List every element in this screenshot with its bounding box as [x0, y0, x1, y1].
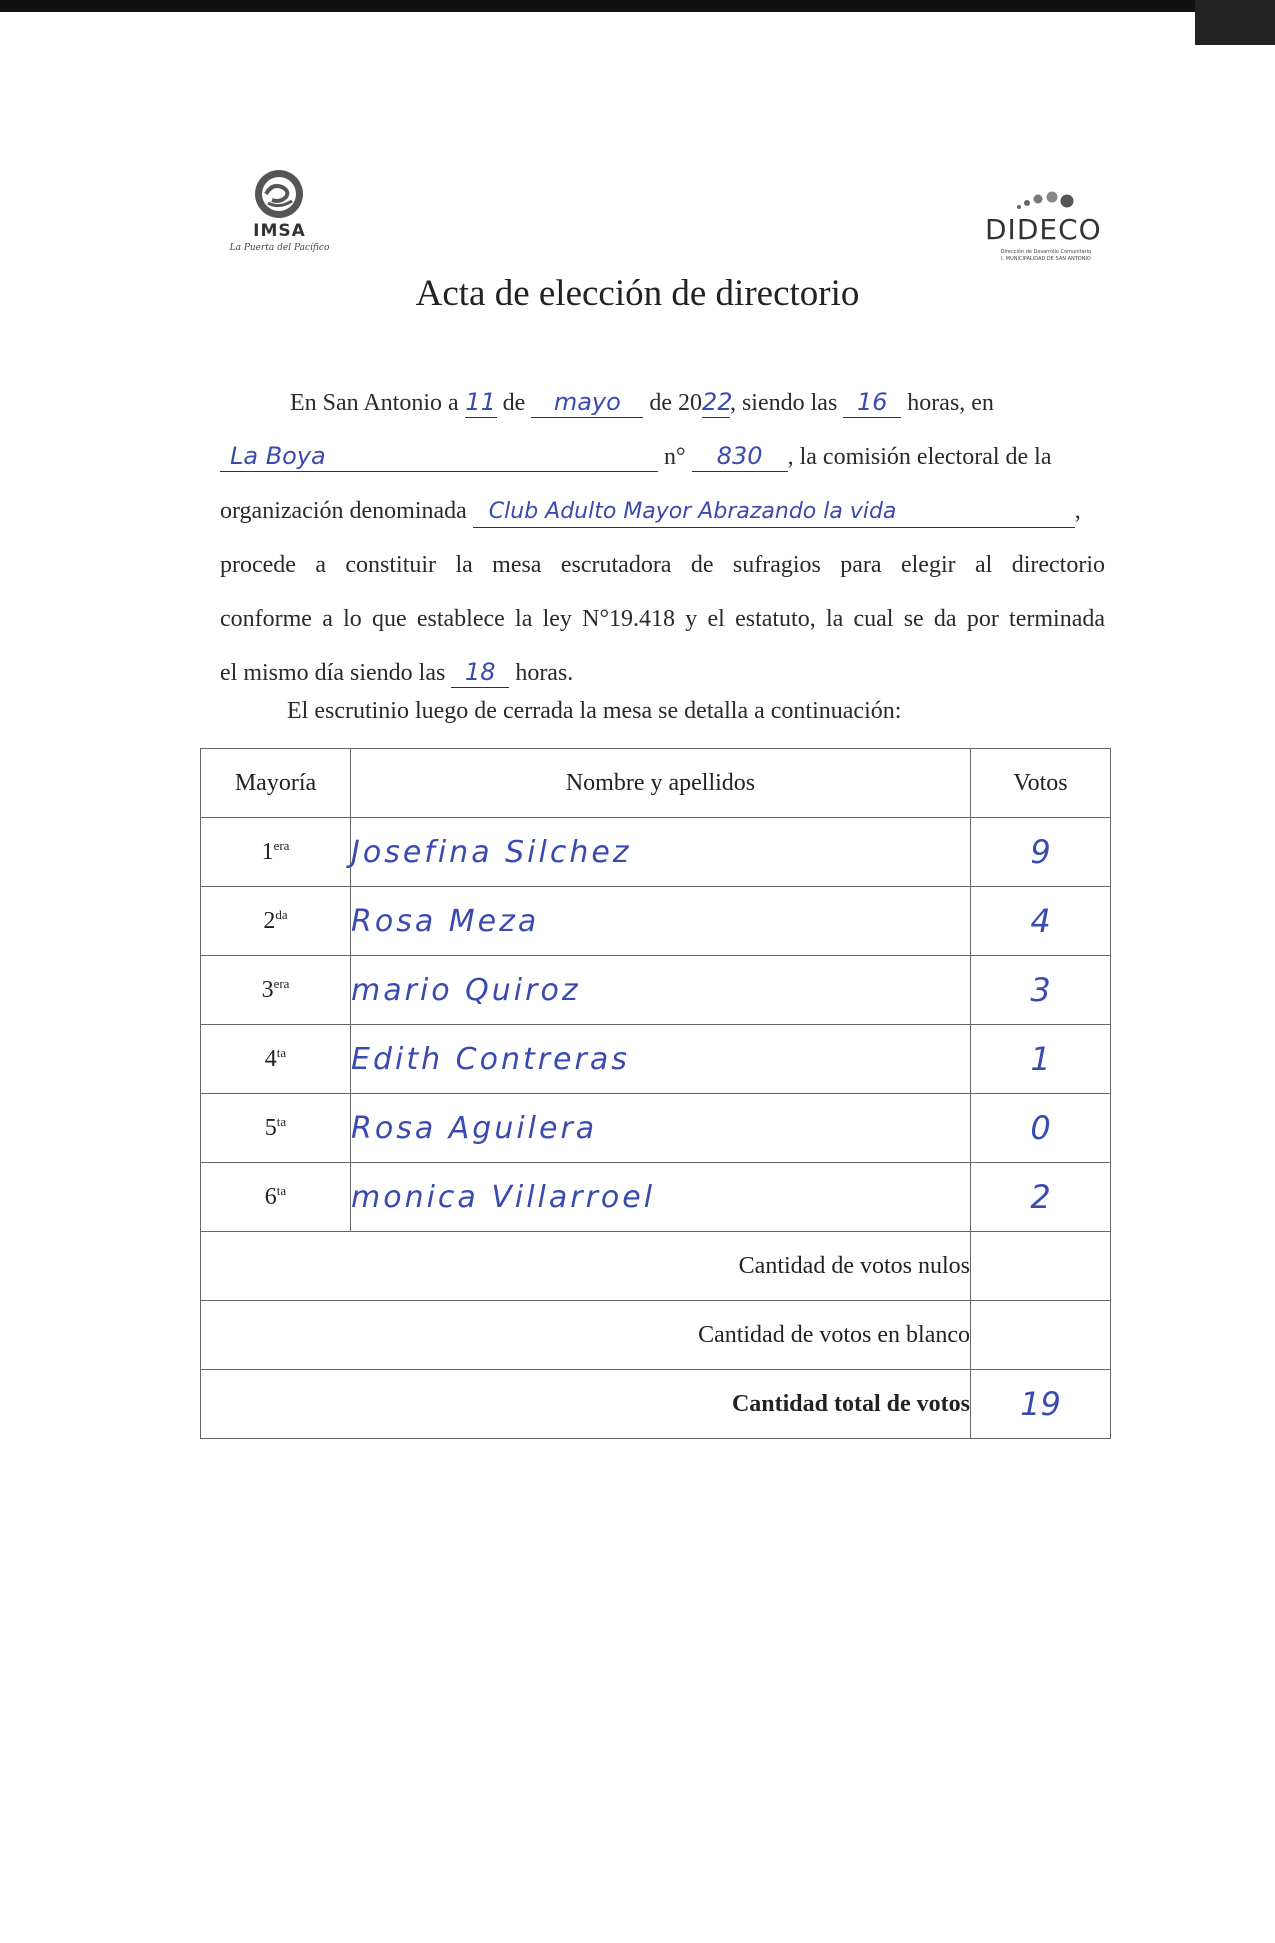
year-field: 22	[701, 388, 733, 416]
rank-suffix: era	[273, 976, 290, 991]
text-fragment: n°	[664, 444, 686, 470]
table-row	[201, 1163, 1111, 1232]
rank-cell	[201, 887, 351, 956]
dideco-logo-municipality: I. MUNICIPALIDAD DE SAN ANTONIO	[1001, 256, 1091, 262]
rank-number: 4	[264, 1046, 277, 1072]
dideco-logo-subtitle: Dirección de Desarrollo Comunitario	[1000, 249, 1092, 255]
table-row	[201, 818, 1111, 887]
rank-cell	[201, 956, 351, 1025]
text-fragment: ,	[1074, 498, 1081, 524]
day-field: 11	[465, 388, 496, 416]
header-rank: Mayoría	[201, 749, 351, 818]
rank-suffix: ta	[276, 1114, 287, 1129]
null-votes-value	[971, 1232, 1111, 1301]
header-votes: Votos	[971, 749, 1111, 818]
total-votes-value: 19	[971, 1370, 1111, 1439]
candidate-name: Rosa Meza	[351, 887, 971, 956]
blank-votes-row	[201, 1301, 1111, 1370]
candidate-name: monica Villarroel	[351, 1163, 971, 1232]
imsa-logo-motto: La Puerta del Pacífico	[229, 243, 330, 253]
table-row	[201, 887, 1111, 956]
candidate-name: Rosa Aguilera	[351, 1094, 971, 1163]
blank-votes-value	[971, 1301, 1111, 1370]
month-field: mayo	[531, 387, 643, 418]
text-fragment: En San Antonio a	[290, 390, 459, 416]
dideco-dots-icon	[1013, 185, 1083, 215]
candidate-votes: 0	[971, 1094, 1111, 1163]
candidate-name: mario Quiroz	[351, 956, 971, 1025]
place-field: La Boya	[220, 441, 658, 472]
rank-cell	[201, 818, 351, 887]
rank-number: 2	[263, 908, 276, 934]
text-fragment: horas, en	[907, 390, 994, 416]
null-votes-label: Cantidad de votos nulos	[201, 1232, 971, 1301]
document-title: Acta de elección de directorio	[415, 273, 860, 314]
scrutiny-intro: El escrutinio luego de cerrada la mesa se detalla a continuación:	[287, 698, 902, 724]
imsa-logo	[212, 163, 347, 263]
text-fragment: de	[502, 390, 526, 416]
start-hour-field: 16	[843, 387, 901, 418]
paragraph-line-6	[220, 646, 573, 700]
text-fragment: , la comisión electoral de la	[787, 444, 1052, 470]
blank-votes-label: Cantidad de votos en blanco	[201, 1301, 971, 1370]
rank-number: 5	[264, 1115, 277, 1141]
table-row	[201, 1094, 1111, 1163]
null-votes-row	[201, 1232, 1111, 1301]
candidate-name: Edith Contreras	[351, 1025, 971, 1094]
organization-field: Club Adulto Mayor Abrazando la vida	[473, 497, 1075, 528]
end-hour-field: 18	[451, 657, 509, 688]
rank-suffix: da	[275, 907, 288, 922]
paragraph-line-1	[290, 376, 994, 430]
candidate-name: Josefina Silchez	[351, 818, 971, 887]
dideco-logo-text: DIDECO	[985, 213, 1102, 246]
text-fragment: el mismo día siendo las	[220, 660, 446, 686]
rank-suffix: ta	[276, 1045, 287, 1060]
total-votes-row	[201, 1370, 1111, 1439]
table-row	[201, 1025, 1111, 1094]
candidate-votes: 3	[971, 956, 1111, 1025]
text-fragment: organización denominada	[220, 498, 467, 524]
candidate-votes: 9	[971, 818, 1111, 887]
candidate-votes: 2	[971, 1163, 1111, 1232]
total-votes-label: Cantidad total de votos	[201, 1370, 971, 1439]
candidate-votes: 1	[971, 1025, 1111, 1094]
paragraph-line-5: conforme a lo que establece la ley N°19.418 y el estatuto, la cual se da por terminada	[220, 606, 1105, 632]
header-name: Nombre y apellidos	[351, 749, 971, 818]
act-paragraph	[220, 376, 1105, 686]
rank-number: 3	[261, 977, 274, 1003]
paragraph-line-2	[220, 430, 1052, 484]
municipal-seal-icon	[252, 167, 306, 221]
scan-corner	[1195, 0, 1275, 45]
scan-top-edge	[0, 0, 1275, 12]
rank-suffix: era	[273, 838, 290, 853]
rank-number: 6	[264, 1184, 277, 1210]
votes-table	[200, 748, 1111, 1439]
rank-cell	[201, 1025, 351, 1094]
rank-suffix: ta	[276, 1183, 287, 1198]
rank-number: 1	[261, 839, 274, 865]
text-fragment: de 20	[649, 390, 702, 416]
rank-cell	[201, 1094, 351, 1163]
candidate-votes: 4	[971, 887, 1111, 956]
paragraph-line-3	[220, 484, 1081, 538]
number-field: 830	[692, 441, 788, 472]
imsa-logo-text: IMSA	[253, 221, 306, 241]
text-fragment: , siendo las	[729, 390, 838, 416]
rank-cell	[201, 1163, 351, 1232]
table-row	[201, 956, 1111, 1025]
dideco-logo	[985, 185, 1105, 265]
paragraph-line-4: procede a constituir la mesa escrutadora de sufragios para elegir al directorio	[220, 552, 1105, 578]
text-fragment: horas.	[515, 660, 574, 686]
table-header-row	[201, 749, 1111, 818]
